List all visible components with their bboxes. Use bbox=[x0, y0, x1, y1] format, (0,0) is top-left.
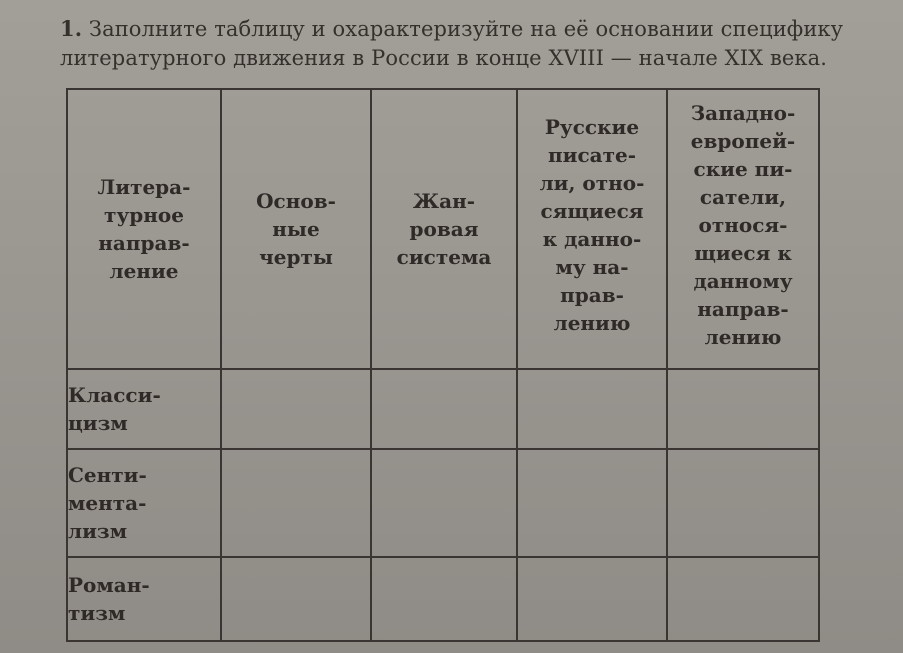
table-row bbox=[67, 449, 819, 557]
table-cell bbox=[221, 449, 371, 557]
table-cell bbox=[667, 557, 819, 641]
task-line-1 bbox=[60, 14, 860, 44]
table-row bbox=[67, 557, 819, 641]
table-cell bbox=[517, 369, 667, 449]
task-line-2: литературного движения в России в конце XVIII — начале XIX века. bbox=[60, 46, 828, 70]
header-row bbox=[67, 89, 819, 369]
table-cell bbox=[371, 449, 517, 557]
row-label-classicism: Класси- цизм bbox=[67, 369, 221, 449]
row-label-sentimentalism: Сенти- мента- лизм bbox=[67, 449, 221, 557]
header-european-writers: Западно- европей- ские пи- сатели, относя- щиеся к данному направ- лению bbox=[667, 89, 819, 369]
task-text bbox=[60, 14, 860, 73]
task-line-1-text: Заполните таблицу и охарактеризуйте на её основании специфику bbox=[88, 17, 844, 41]
header-main-features: Основ- ные черты bbox=[221, 89, 371, 369]
table-cell bbox=[221, 557, 371, 641]
table-cell bbox=[221, 369, 371, 449]
table-cell bbox=[667, 369, 819, 449]
table-cell bbox=[371, 557, 517, 641]
literature-table bbox=[66, 88, 820, 642]
header-russian-writers: Русские писате- ли, отно- сящиеся к данно- му на- прав- лению bbox=[517, 89, 667, 369]
header-genre-system: Жан- ровая система bbox=[371, 89, 517, 369]
table-cell bbox=[667, 449, 819, 557]
table-cell bbox=[371, 369, 517, 449]
header-direction: Литера- турное направ- ление bbox=[67, 89, 221, 369]
task-number: 1. bbox=[60, 16, 83, 41]
table-cell bbox=[517, 557, 667, 641]
row-label-romanticism: Роман- тизм bbox=[67, 557, 221, 641]
table-cell bbox=[517, 449, 667, 557]
table-row bbox=[67, 369, 819, 449]
